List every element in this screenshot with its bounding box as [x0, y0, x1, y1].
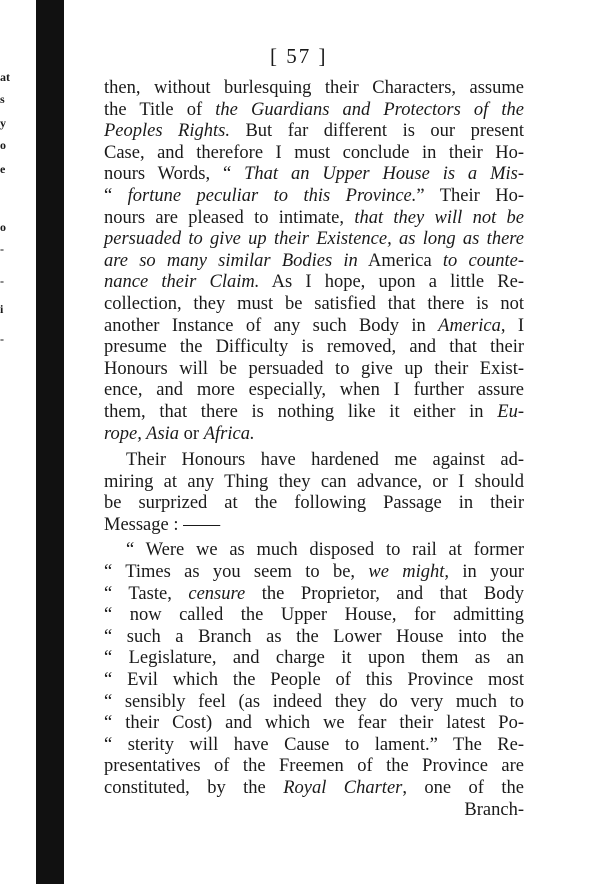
text-line [104, 627, 524, 649]
text-run: Message : —— [104, 514, 221, 535]
text-run: ” Their Ho- [416, 185, 524, 206]
text-run: “ such a Branch as the Lower House into the [104, 626, 524, 647]
text-run: “ sterity will have Cause to lament.” The Re- [104, 734, 524, 755]
text-run: “ Were we as much disposed to rail at former [126, 540, 524, 561]
margin-fragment: - [0, 332, 4, 346]
italic-text: are so many similar Bodies in [104, 250, 358, 271]
text-line [104, 337, 524, 359]
text-run: presume the Difficulty is removed, and that their [104, 337, 524, 358]
text-run: “ sensibly feel (as indeed they do very much to [104, 691, 524, 712]
italic-text: nance their Claim. [104, 272, 260, 293]
text-run: “ their Cost) and which we fear their latest Po- [104, 713, 524, 734]
italic-text: persuaded to give up their Existence, as long as there [104, 229, 524, 250]
text-run: As I hope, upon a little Re- [259, 272, 524, 293]
text-line [104, 735, 524, 757]
text-line [104, 316, 524, 338]
italic-text: fortune peculiar to this Province. [127, 185, 417, 206]
italic-text: That an Upper House is a Mis- [244, 164, 524, 185]
margin-fragment: at [0, 70, 10, 84]
text-run: miring at any Thing they can advance, or I should [104, 471, 524, 492]
text-run: then, without burlesquing their Characters, assume [104, 78, 524, 98]
text-run: collection, they must be satisfied that there is not [104, 293, 524, 314]
text-line [104, 515, 524, 537]
text-run: another Instance of any such Body in [104, 315, 439, 336]
text-line [104, 359, 524, 381]
text-line [104, 251, 524, 273]
text-line [104, 143, 524, 165]
text-line [104, 493, 524, 515]
text-line [104, 402, 524, 424]
text-run: presentatives of the Freemen of the Province are [104, 756, 524, 777]
italic-text: America [438, 315, 501, 336]
text-run: But far different is our present [229, 121, 524, 142]
italic-text: Eu- [497, 401, 524, 422]
text-run: Branch- [464, 799, 524, 820]
text-run: “ Times as you seem to be, [104, 562, 369, 583]
text-run: them, that there is nothing like it either in [104, 401, 498, 422]
italic-text: censure [188, 583, 246, 604]
italic-text: we might [368, 562, 445, 583]
margin-fragment: y [0, 116, 6, 130]
text-line [104, 186, 524, 208]
text-line [104, 450, 524, 472]
text-line [104, 778, 524, 800]
text-run: “ Evil which the People of this Province most [104, 670, 524, 691]
text-run: Honours will be persuaded to give up their Exist- [104, 358, 524, 379]
italic-text: the Guardians and Protectors of the [215, 99, 524, 120]
text-run: “ Legislature, and charge it upon them as an [104, 648, 524, 669]
margin-fragment: i [0, 302, 4, 316]
margin-fragment: o [0, 220, 6, 234]
body-text [104, 78, 524, 821]
text-line [104, 713, 524, 735]
text-line [104, 472, 524, 494]
italic-text: that they will not be [354, 207, 524, 228]
italic-text: Africa. [203, 423, 255, 444]
text-run: constituted, by the [104, 778, 284, 798]
text-line [104, 692, 524, 714]
text-run: the Title of [104, 99, 216, 120]
text-run: , I [500, 315, 524, 336]
text-run: Their Honours have hardened me against ad- [126, 450, 524, 471]
margin-fragment: s [0, 92, 5, 106]
text-run: “ Taste, [104, 583, 189, 604]
text-line [104, 540, 524, 562]
text-run: , one of the [402, 778, 524, 798]
margin-fragment: o [0, 138, 6, 152]
text-run: or [179, 423, 204, 444]
text-run: , in your [444, 562, 524, 583]
text-run: nours are pleased to intimate, [104, 207, 355, 228]
text-line [104, 605, 524, 627]
text-line [104, 229, 524, 251]
text-line [104, 121, 524, 143]
text-run: America [357, 250, 443, 271]
text-line [104, 562, 524, 584]
text-line [104, 294, 524, 316]
text-line [104, 164, 524, 186]
text-line [104, 756, 524, 778]
text-line [104, 380, 524, 402]
text-line [104, 584, 524, 606]
text-line [104, 648, 524, 670]
margin-fragment: - [0, 242, 4, 256]
text-run: “ [104, 185, 128, 206]
text-run: “ now called the Upper House, for admitting [104, 605, 524, 626]
italic-text: Peoples Rights. [104, 121, 230, 142]
binding-gutter [36, 0, 64, 884]
text-run: be surprized at the following Passage in their [104, 493, 524, 514]
text-line [104, 424, 524, 446]
text-line [104, 78, 524, 100]
italic-text: Royal Charter [283, 778, 403, 798]
margin-fragment: - [0, 274, 4, 288]
text-line [104, 272, 524, 294]
text-line [104, 800, 524, 822]
text-line [104, 670, 524, 692]
text-line [104, 100, 524, 122]
text-line [104, 208, 524, 230]
page-number: [ 57 ] [270, 44, 328, 68]
text-run: Case, and therefore I must conclude in their Ho- [104, 142, 524, 163]
italic-text: to counte- [442, 250, 524, 271]
text-run: the Proprietor, and that Body [245, 583, 524, 604]
text-run: nours Words, “ [104, 164, 245, 185]
italic-text: rope, Asia [104, 423, 180, 444]
text-run: ence, and more especially, when I further assure [104, 380, 524, 401]
margin-fragment: e [0, 162, 6, 176]
